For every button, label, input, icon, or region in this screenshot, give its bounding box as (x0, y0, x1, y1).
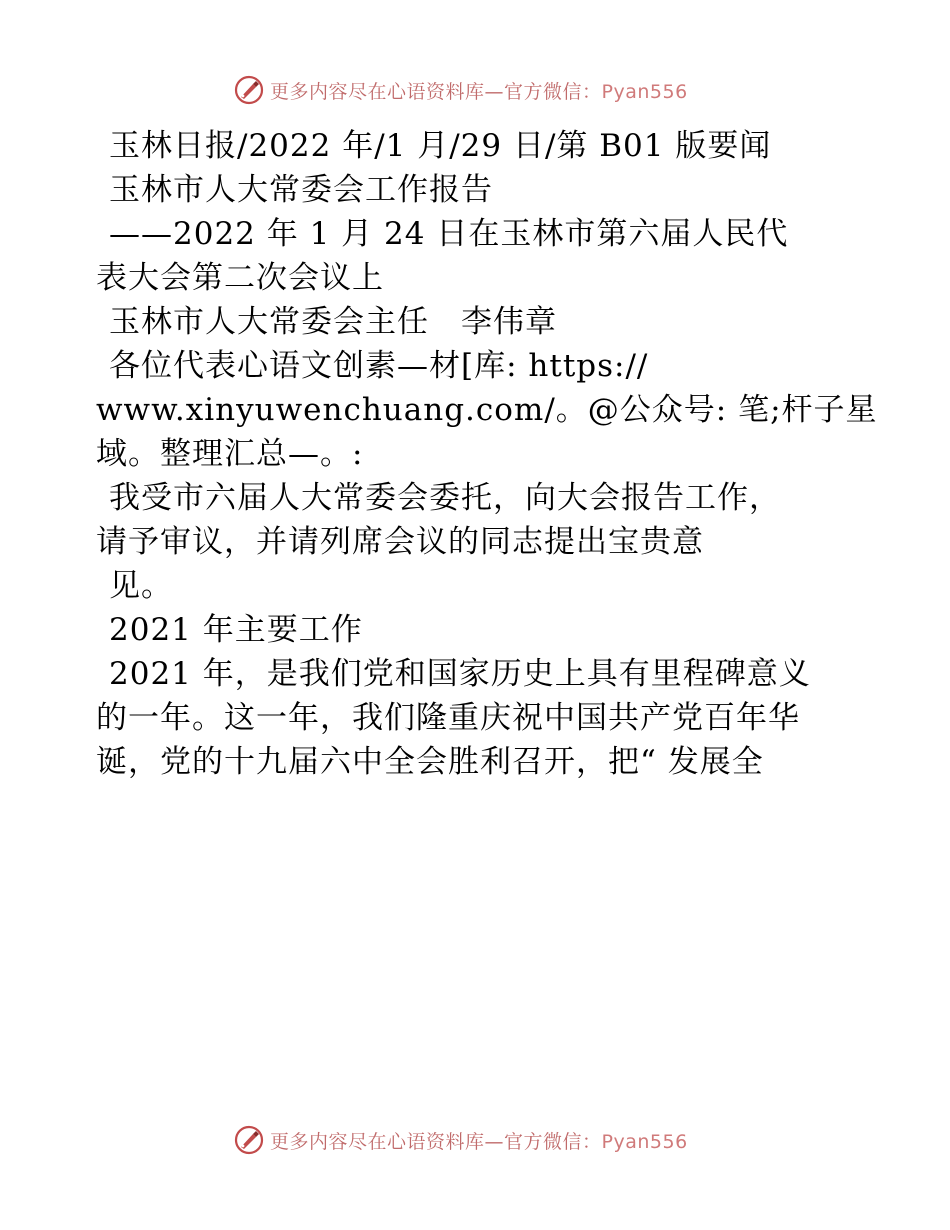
document-body (96, 124, 878, 784)
paragraph-1-line-3: 见。 (109, 568, 173, 604)
report-subtitle-line-1: ——2022 年 1 月 24 日在玉林市第六届人民代 (109, 216, 789, 252)
pen-logo-icon (234, 1125, 264, 1155)
watermark-footer (234, 1122, 688, 1158)
report-title: 玉林市人大常委会工作报告 (109, 172, 493, 208)
watermark-text: 更多内容尽在心语资料库—官方微信：Pyan556 (270, 80, 688, 103)
newspaper-source-line: 玉林日报/2022 年/1 月/29 日/第 B01 版要闻 (109, 128, 772, 164)
salutation-line-3: 域。整理汇总—。: (96, 436, 364, 472)
paragraph-1-line-2: 请予审议，并请列席会议的同志提出宝贵意 (96, 524, 704, 560)
salutation-line-2: www.xinyuwenchuang.com/。@公众号: 笔;杆子星 (96, 392, 878, 428)
watermark-id: Pyan556 (601, 1130, 688, 1153)
paragraph-2-line-3: 诞，党的十九届六中全会胜利召开，把“ 发展全 (96, 744, 764, 780)
report-subtitle-line-2: 表大会第二次会议上 (96, 260, 384, 296)
watermark-id: Pyan556 (601, 80, 688, 103)
salutation-line-1: 各位代表心语文创素—材[库: https:// (109, 348, 649, 384)
paragraph-2-line-1: 2021 年，是我们党和国家历史上具有里程碑意义 (109, 656, 811, 692)
section-heading: 2021 年主要工作 (109, 612, 363, 648)
paragraph-1-line-1: 我受市六届人大常委会委托，向大会报告工作， (109, 480, 781, 516)
watermark-header (234, 72, 688, 108)
watermark-text: 更多内容尽在心语资料库—官方微信：Pyan556 (270, 1130, 688, 1153)
author-line: 玉林市人大常委会主任 李伟章 (109, 304, 557, 340)
paragraph-2-line-2: 的一年。这一年，我们隆重庆祝中国共产党百年华 (96, 700, 800, 736)
pen-logo-icon (234, 75, 264, 105)
